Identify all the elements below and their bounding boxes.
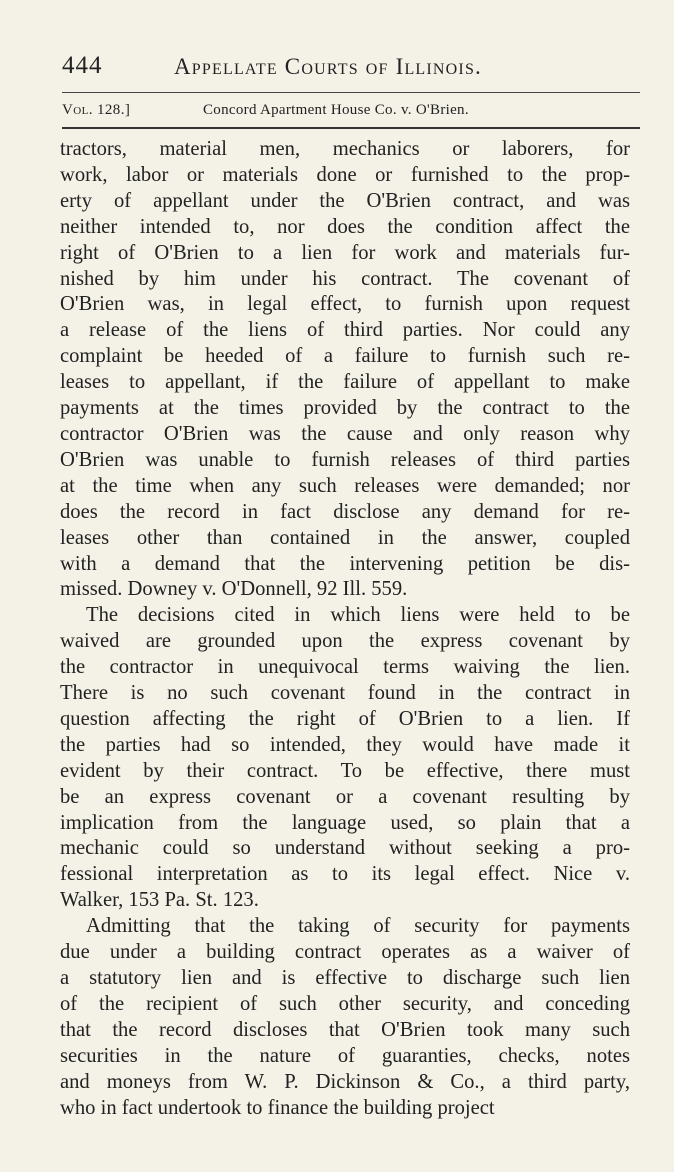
text-line: complaint be heeded of a failure to furnish such re- [60,345,630,368]
text-line: right of O'Brien to a lien for work and materials fur- [60,241,630,264]
text-line: waived are grounded upon the express covenant by [60,630,630,653]
text-line: O'Brien was, in legal effect, to furnish upon request [60,293,630,316]
text-line: payments at the times provided by the contract to the [60,397,630,420]
text-line: does the record in fact disclose any demand for re- [60,500,630,523]
volume-label: Vol. 128.] [62,102,131,118]
text-line: missed. Downey v. O'Donnell, 92 Ill. 559. [60,578,408,601]
text-line: contractor O'Brien was the cause and only reason why [60,422,630,445]
text-line: O'Brien was unable to furnish releases of third parties [60,448,630,471]
case-title: Concord Apartment House Co. v. O'Brien. [203,102,469,118]
text-line: that the record discloses that O'Brien took many such [60,1018,630,1041]
text-line: mechanic could so understand without seeking a pro- [60,837,630,860]
running-head: Appellate Courts of Illinois. [174,54,483,79]
text-line: The decisions cited in which liens were held to be [86,604,630,627]
text-line: a release of the liens of third parties. Nor could any [60,319,630,342]
text-line: erty of appellant under the O'Brien contract, and was [60,189,630,212]
text-line: of the recipient of such other security, and conceding [60,992,630,1015]
case-subheader [62,98,640,124]
text-line: tractors, material men, mechanics or laborers, for [60,138,630,160]
text-line: leases other than contained in the answer, coupled [60,526,630,549]
text-line: due under a building contract operates as a waiver of [60,941,630,964]
text-line: with a demand that the intervening petition be dis- [60,552,630,575]
text-line: There is no such covenant found in the contract in [60,682,630,705]
header-rule-top [62,92,640,93]
text-line: Walker, 153 Pa. St. 123. [60,889,259,912]
text-line: securities in the nature of guaranties, checks, notes [60,1044,630,1067]
body-text [60,137,630,1121]
paragraph [60,137,630,603]
paragraph [60,603,630,914]
paragraph [60,914,630,1121]
text-line: evident by their contract. To be effective, there must [60,759,630,782]
text-line: the parties had so intended, they would have made it [60,733,630,756]
text-line: work, labor or materials done or furnished to the prop- [60,163,630,186]
text-line: at the time when any such releases were demanded; nor [60,474,630,497]
text-line: be an express covenant or a covenant resulting by [60,785,630,808]
page-number: 444 [62,52,103,79]
text-line: implication from the language used, so plain that a [60,811,630,834]
text-line: the contractor in unequivocal terms waiving the lien. [60,656,630,679]
text-line: who in fact undertook to finance the building project [60,1096,495,1119]
text-line: and moneys from W. P. Dickinson & Co., a third party, [60,1070,630,1093]
page-header [62,52,642,86]
header-rule-bottom [62,127,640,129]
text-line: question affecting the right of O'Brien to a lien. If [60,707,630,730]
text-line: nished by him under his contract. The covenant of [60,267,630,290]
text-line: neither intended to, nor does the condition affect the [60,215,630,238]
text-line: a statutory lien and is effective to discharge such lien [60,967,630,989]
text-line: fessional interpretation as to its legal effect. Nice v. [60,863,630,886]
text-line: Admitting that the taking of security for payments [86,915,630,938]
text-line: leases to appellant, if the failure of appellant to make [60,371,630,394]
